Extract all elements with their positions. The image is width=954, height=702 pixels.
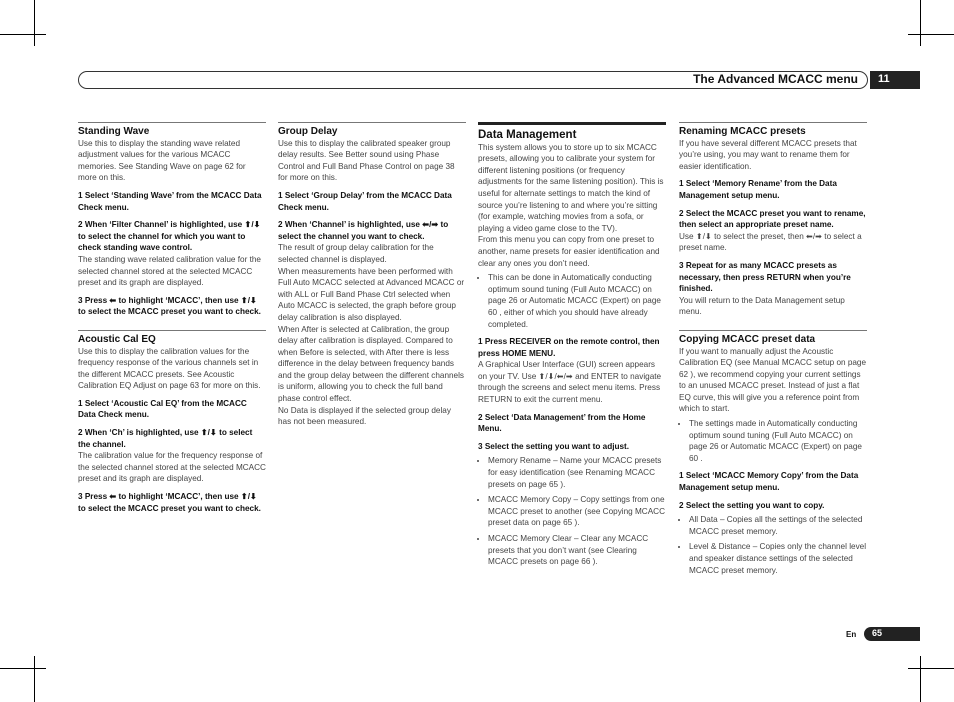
bullet-list <box>679 418 867 464</box>
section-title: Copying MCACC preset data <box>679 330 867 346</box>
paragraph: If you want to manually adjust the Acoustic Calibration EQ (see Manual MCACC setup on page 62 ), we recommend copying your current settings to an unused MCACC preset. Instead of just a flat EQ curve, this will give you a reference point from which to start. <box>679 346 867 414</box>
step: 3 Press ⬅ to highlight ‘MCACC’, then use ⬆/⬇ to select the MCACC preset you want to check. <box>78 295 261 317</box>
step: 2 When ‘Ch’ is highlighted, use ⬆/⬇ to select the channel. <box>78 428 253 449</box>
section-title: Data Management <box>478 122 666 142</box>
paragraph: From this menu you can copy from one preset to another, name presets for easier identification and clear any ones you don’t need. <box>478 235 660 268</box>
step: 3 Press ⬅ to highlight ‘MCACC’, then use ⬆/⬇ to select the MCACC preset you want to check. <box>78 492 261 513</box>
list-item: • This can be done in Automatically conducting optimum sound tuning (Full Auto MCACC) on page 26 or Automatic MCACC (Expert) on page 60 , either of which you should have already completed. <box>488 272 666 330</box>
step: 1 Select ‘Standing Wave’ from the MCACC Data Check menu. <box>78 190 262 212</box>
step: 3 Select the setting you want to adjust. <box>478 441 630 451</box>
paragraph: The standing wave related calibration value for the selected channel stored at the selected MCACC preset and its graph are displayed. <box>78 254 261 288</box>
paragraph: When After is selected at Calibration, the group delay after calibration is displayed. Compared to when Before is selected, with After there is less difference in the delay between frequency bands and the group delay between the different channels is uniform, allowing you to check the full band phase control effect. <box>278 324 465 404</box>
paragraph: This system allows you to store up to six MCACC presets, allowing you to calibrate your system for different listening positions (or frequency adjustments for the same listening position). This is useful for alternate settings to match the kind of source you’re listening to and where you’re sitting (for example, watching movies from a sofa, or playing a video game close to the TV). <box>478 142 664 233</box>
paragraph: A Graphical User Interface (GUI) screen appears on your TV. Use ⬆/⬇/⬅/➡ and ENTER to navigate through the screens and select menu items. Press RETURN to exit the current menu. <box>478 360 662 405</box>
crop-mark <box>0 668 46 669</box>
paragraph: You will return to the Data Management setup menu. <box>679 295 845 317</box>
list-item: • Memory Rename – Name your MCACC presets for easy identification (see Renaming MCACC presets on page 65 ). <box>488 455 666 490</box>
paragraph: Use ⬆/⬇ to select the preset, then ⬅/➡ to select a preset name. <box>679 231 862 253</box>
crop-mark <box>920 0 921 46</box>
chapter-tab <box>870 71 920 89</box>
page-title: The Advanced MCACC menu <box>693 72 858 86</box>
section-title: Standing Wave <box>78 122 266 138</box>
paragraph: When measurements have been performed with Full Auto MCACC selected at Advanced MCACC or with ALL or Full Band Phase Ctrl selected when Auto MCACC is selected, the graph before group delay calibration is also displayed. <box>278 266 465 322</box>
paragraph: Use this to display the standing wave related adjustment values for the various MCACC memories. See Standing Wave on page 62 for more on this. <box>78 138 246 183</box>
page-number: 65 <box>872 628 883 638</box>
language-label: En <box>846 630 857 639</box>
column-4 <box>679 122 867 580</box>
crop-mark <box>908 668 954 669</box>
crop-mark <box>908 34 954 35</box>
step: 1 Press RECEIVER on the remote control, then press HOME MENU. <box>478 337 660 358</box>
paragraph: If you have several different MCACC presets that you’re using, you may want to rename them for easier identification. <box>679 138 857 171</box>
list-item: • MCACC Memory Clear – Clear any MCACC presets that you don’t want (see Clearing MCACC presets on page 66 ). <box>488 533 666 568</box>
crop-mark <box>0 34 46 35</box>
step: 1 Select ‘Group Delay’ from the MCACC Data Check menu. <box>278 190 452 212</box>
step: 2 When ‘Filter Channel’ is highlighted, use ⬆/⬇ to select the channel for which you want to check standing wave control. <box>78 220 261 253</box>
section-title: Group Delay <box>278 122 466 138</box>
step: 2 Select the MCACC preset you want to rename, then select an appropriate preset name. <box>679 208 866 230</box>
step: 3 Repeat for as many MCACC presets as necessary, then press RETURN when you’re finished. <box>679 260 851 294</box>
column-3 <box>478 122 666 572</box>
step: 1 Select ‘MCACC Memory Copy’ from the Data Management setup menu. <box>679 471 859 493</box>
paragraph: The result of group delay calibration for the selected channel is displayed. <box>278 243 434 264</box>
crop-mark <box>34 656 35 702</box>
step: 1 Select ‘Memory Rename’ from the Data Management setup menu. <box>679 179 837 200</box>
bullet-list <box>478 272 666 330</box>
chapter-number: 11 <box>878 73 890 85</box>
paragraph: No Data is displayed if the selected group delay has not been measured. <box>278 405 451 427</box>
column-2 <box>278 122 466 428</box>
step: 2 Select the setting you want to copy. <box>679 500 825 510</box>
paragraph: Use this to display the calibration values for the frequency response of the various channels set in the different MCACC presets. See Acoustic Calibration EQ Adjust on page 63 for more on this. <box>78 346 261 391</box>
column-1 <box>78 122 266 514</box>
bullet-list <box>679 514 867 576</box>
crop-mark <box>34 0 35 46</box>
bullet-list <box>478 455 666 567</box>
paragraph: The calibration value for the frequency response of the selected channel stored at the selected MCACC preset and its graph are displayed. <box>78 451 266 484</box>
step: 2 Select ‘Data Management’ from the Home Menu. <box>478 412 646 434</box>
list-item: • Level & Distance – Copies only the channel level and speaker distance settings of the selected MCACC preset memory. <box>689 541 867 576</box>
section-title: Acoustic Cal EQ <box>78 330 266 346</box>
section-title: Renaming MCACC presets <box>679 122 867 138</box>
crop-mark <box>920 656 921 702</box>
step: 1 Select ‘Acoustic Cal EQ’ from the MCACC Data Check menu. <box>78 398 247 420</box>
list-item: • The settings made in Automatically conducting optimum sound tuning (Full Auto MCACC) on page 26 or Automatic MCACC (Expert) on page 60 . <box>689 418 867 464</box>
list-item: • MCACC Memory Copy – Copy settings from one MCACC preset to another (see Copying MCACC preset data on page 65 ). <box>488 494 666 529</box>
list-item: • All Data – Copies all the settings of the selected MCACC preset memory. <box>689 514 867 537</box>
paragraph: Use this to display the calibrated speaker group delay results. See Better sound using Phase Control and Full Band Phase Control on page 38 for more on this. <box>278 138 455 183</box>
step: 2 When ‘Channel’ is highlighted, use ⬅/➡ to select the channel you want to check. <box>278 220 449 241</box>
page-number-tab <box>864 627 920 641</box>
